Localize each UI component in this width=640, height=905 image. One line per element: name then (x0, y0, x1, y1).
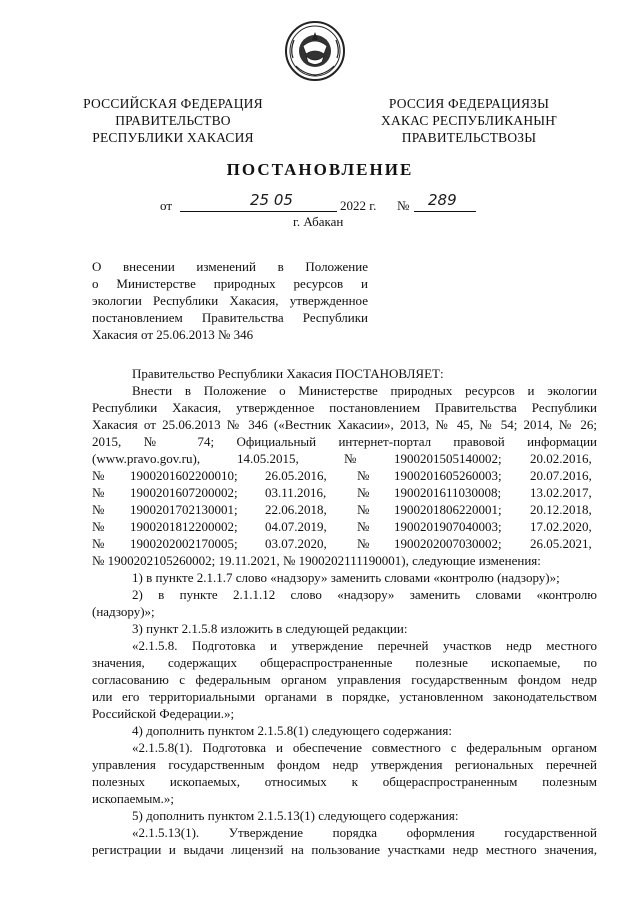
body-line: Правительство Республики Хакасия ПОСТАНОВЛЯЕТ: (132, 366, 444, 381)
handwritten-number: 289 (428, 191, 457, 209)
subject-line: о Министерстве природных ресурсов и (92, 276, 368, 291)
number-label: № (397, 198, 410, 213)
subject-line: постановлением Правительства Республики (92, 310, 368, 325)
registry-cell: 17.02.2020, (530, 519, 592, 534)
header-right (360, 95, 578, 146)
registry-cell: 1900201806220001; (394, 502, 502, 517)
header-left-line: РЕСПУБЛИКИ ХАКАСИЯ (92, 130, 254, 145)
handwritten-date: 25 05 (250, 191, 293, 209)
subject-line: экологии Республики Хакасия, утвержденное (92, 293, 368, 308)
registry-cell: 03.07.2020, (265, 536, 327, 551)
registry-cell: № (92, 519, 105, 534)
city: г. Абакан (293, 214, 344, 229)
registry-cell: 1900201907040003; (394, 519, 502, 534)
year-text: 2022 г. (340, 198, 377, 213)
registry-cell: 1900201812200002; (130, 519, 238, 534)
body-line: 2015, № 74; Официальный интернет-портал правовой информации (92, 434, 597, 449)
registry-cell: (www.pravo.gov.ru), (92, 451, 201, 466)
body-line: Хакасия от 25.06.2013 № 346 («Вестник Хакасии», 2013, № 45, № 54; 2014, № 26; (92, 417, 597, 432)
body-line: Внести в Положение о Министерстве природных ресурсов и экологии (132, 383, 597, 398)
body-line: значения, содержащих общераспространенные полезные ископаемые, по (92, 655, 597, 670)
body-line: Республики Хакасия, утвержденное постановлением Правительства Республики (92, 400, 597, 415)
body-line: 3) пункт 2.1.5.8 изложить в следующей редакции: (132, 621, 408, 636)
registry-cell: № (357, 468, 370, 483)
registry-cell: 1900201602200010; (130, 468, 238, 483)
header-right-line: ХАКАС РЕСПУБЛИКАНЫҤ (381, 113, 557, 128)
body-line: согласованию с федеральным органом управления государственным фондом недр (92, 672, 597, 687)
registry-cell: 1900201505140002; (394, 451, 502, 466)
registry-cell: 20.07.2016, (530, 468, 592, 483)
registry-cell: 13.02.2017, (530, 485, 592, 500)
registry-cell: № (92, 485, 105, 500)
body-line: 2) в пункте 2.1.1.12 слово «надзору» заменить словами «контролю (132, 587, 597, 602)
body-line: Российской Федерации.»; (92, 706, 235, 721)
body-line: 4) дополнить пунктом 2.1.5.8(1) следующего содержания: (132, 723, 452, 738)
header-left-line: РОССИЙСКАЯ ФЕДЕРАЦИЯ (83, 96, 263, 111)
header-right-line: РОССИЯ ФЕДЕРАЦИЯЗЫ (388, 96, 550, 111)
registry-cell: 26.05.2021, (530, 536, 592, 551)
registry-cell: 1900201607200002; (130, 485, 238, 500)
header-right-line: ПРАВИТЕЛЬСТВОЗЫ (401, 130, 537, 145)
registry-cell: № (357, 519, 370, 534)
registry-cell: № (92, 468, 105, 483)
registry-cell: 03.11.2016, (265, 485, 327, 500)
body-line: 1) в пункте 2.1.1.7 слово «надзору» заменить словами «контролю (надзору)»; (132, 570, 560, 585)
registry-cell: 1900201611030008; (394, 485, 502, 500)
registry-cell: 1900202007030002; (394, 536, 502, 551)
registry-cell: 20.02.2016, (530, 451, 592, 466)
body-line: регистрации и выдачи лицензий на пользование участками недр местного значения, (92, 842, 597, 857)
registry-cell: № (357, 502, 370, 517)
body-line: № 1900202105260002; 19.11.2021, № 1900202111190001), следующие изменения: (92, 553, 541, 568)
from-label: от (160, 198, 173, 213)
dateline (160, 191, 490, 215)
body-line: (надзору)»; (92, 604, 155, 619)
registry-cell: 14.05.2015, (237, 451, 299, 466)
body-line: управления государственным фондом недр утверждения региональных перечней (92, 757, 597, 772)
body-line: 5) дополнить пунктом 2.1.5.13(1) следующего содержания: (132, 808, 459, 823)
registry-cell: 20.12.2018, (530, 502, 592, 517)
registry-cell: 22.06.2018, (265, 502, 327, 517)
body-line: «2.1.5.13(1). Утверждение порядка оформления государственной (132, 825, 597, 840)
registry-cell: 1900201702130001; (130, 502, 238, 517)
body-line: ископаемым.»; (92, 791, 174, 806)
registry-cell: 1900202002170005; (130, 536, 238, 551)
registry-cell: № (92, 502, 105, 517)
registry-cell: № (357, 485, 370, 500)
header-left (68, 95, 278, 146)
body-line: или его территориальными органами в порядке, установленном законодательством (92, 689, 597, 704)
subject-line: Хакасия от 25.06.2013 № 346 (92, 327, 254, 342)
registry-cell: 26.05.2016, (265, 468, 327, 483)
subject-line: О внесении изменений в Положение (92, 259, 368, 274)
registry-cell: 1900201605260003; (394, 468, 502, 483)
body-line: «2.1.5.8. Подготовка и утверждение перечней участков недр местного (132, 638, 597, 653)
registry-cell: № (344, 451, 357, 466)
document-title: ПОСТАНОВЛЕНИЕ (226, 160, 414, 179)
body-line: полезных ископаемых, относимых к общераспространенным полезным (92, 774, 597, 789)
coat-of-arms-emblem (284, 20, 346, 82)
registry-cell: № (92, 536, 105, 551)
body-line: «2.1.5.8(1). Подготовка и обеспечение совместного с федеральным органом (132, 740, 597, 755)
registry-cell: 04.07.2019, (265, 519, 327, 534)
registry-cell: № (357, 536, 370, 551)
header-left-line: ПРАВИТЕЛЬСТВО (115, 113, 231, 128)
